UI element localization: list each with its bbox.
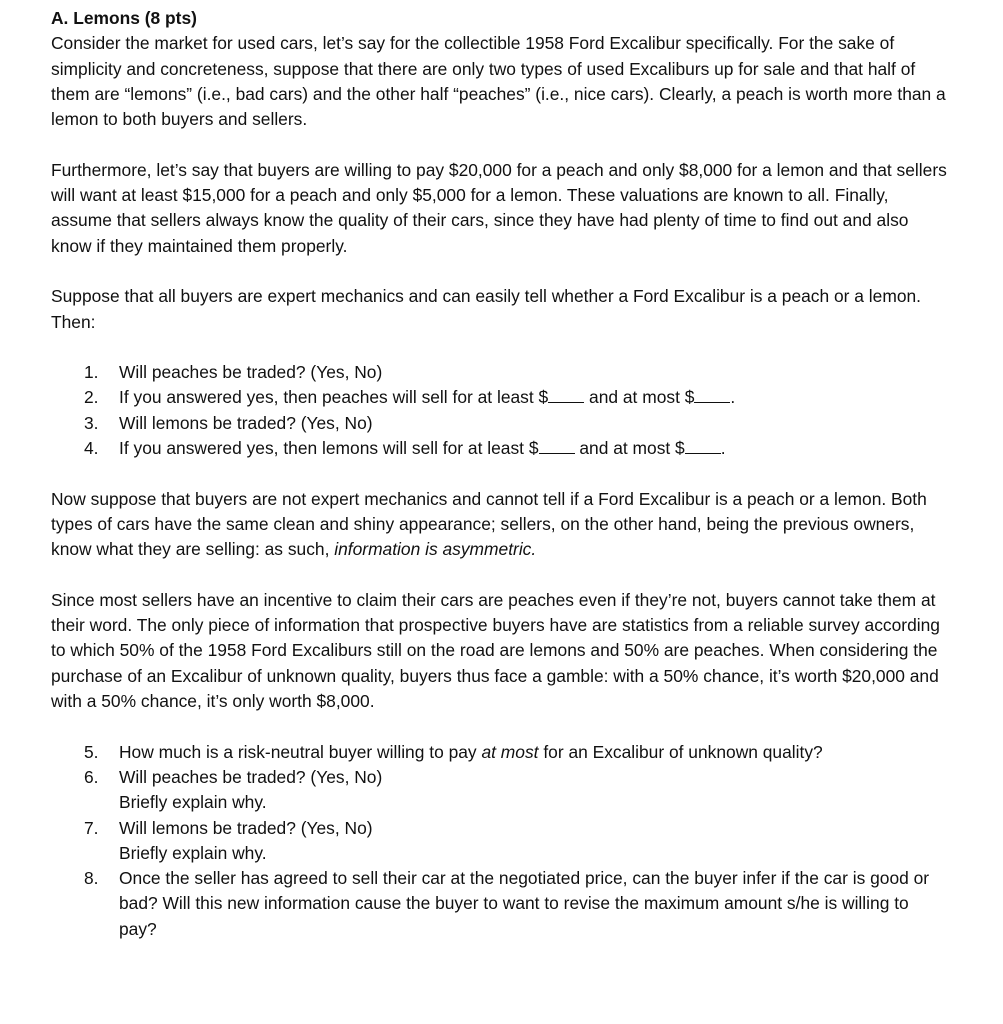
- question-text-middle: and at most $: [584, 387, 695, 408]
- question-6: [51, 765, 951, 816]
- question-number: 1.: [84, 362, 99, 383]
- paragraph-text: Now suppose that buyers are not expert mechanics and cannot tell if a Ford Excalibur is a peach or a lemon. Both types of cars have the same clean and shiny appearance; sellers, on the other hand, being the previous owners, know what they are selling: as such,: [51, 488, 927, 560]
- question-text-middle: and at most $: [574, 438, 685, 459]
- question-followup: Briefly explain why.: [119, 842, 267, 863]
- paragraph-expert-buyers: Suppose that all buyers are expert mechanics and can easily tell whether a Ford Excalibur is a peach or a lemon. Then:: [51, 286, 921, 332]
- paragraph-spacer: [51, 714, 951, 739]
- paragraph-valuations: Furthermore, let’s say that buyers are willing to pay $20,000 for a peach and only $8,000 for a lemon and that sellers will want at least $15,000 for a peach and only $5,000 for a lemon. These valuations are known to all. Finally, assume that sellers always know the quality of their cars, since they have had plenty of time to find out and also know if they maintained them properly.: [51, 159, 947, 256]
- answer-blank-max[interactable]: [685, 438, 721, 454]
- paragraph-spacer: [51, 563, 951, 588]
- question-text-start: If you answered yes, then lemons will sell for at least $: [119, 438, 539, 459]
- paragraph-survey-gamble: Since most sellers have an incentive to claim their cars are peaches even if they’re not, buyers cannot take them at their word. The only piece of information that prospective buyers have are statistics from a reliable survey according to which 50% of the 1958 Ford Excaliburs still on the road are lemons and 50% are peaches. When considering the purchase of an Excalibur of unknown quality, buyers thus face a gamble: with a 50% chance, it’s worth $20,000 and with a 50% chance, it’s only worth $8,000.: [51, 589, 940, 712]
- question-5: [51, 740, 951, 765]
- emphasis-text: at most: [481, 741, 539, 762]
- question-text: Once the seller has agreed to sell their car at the negotiated price, can the buyer infer if the car is good or bad? Will this new information cause the buyer to want to revise the maximum amount s/he is willing to pay?: [119, 868, 930, 939]
- question-text: Will lemons be traded? (Yes, No): [119, 412, 373, 433]
- question-text-end: for an Excalibur of unknown quality?: [538, 741, 823, 762]
- question-list-part-2: [51, 740, 951, 942]
- question-number: 7.: [84, 817, 99, 838]
- question-text-start: If you answered yes, then peaches will sell for at least $: [119, 387, 549, 408]
- question-text-end: .: [730, 387, 736, 408]
- answer-blank-min[interactable]: [548, 387, 584, 403]
- question-text: Will lemons be traded? (Yes, No): [119, 817, 373, 838]
- question-1: [51, 360, 951, 385]
- answer-blank-min[interactable]: [539, 438, 575, 454]
- question-number: 8.: [84, 868, 99, 889]
- question-text: Will peaches be traded? (Yes, No): [119, 362, 383, 383]
- paragraph-asymmetric-info: [51, 487, 951, 563]
- paragraph-spacer: [51, 461, 951, 486]
- question-text-start: How much is a risk-neutral buyer willing to pay: [119, 741, 482, 762]
- question-text: Will peaches be traded? (Yes, No): [119, 766, 383, 787]
- question-followup: Briefly explain why.: [119, 792, 267, 813]
- paragraph-spacer: [51, 335, 951, 360]
- emphasis-text: information is asymmetric.: [334, 539, 537, 560]
- question-text-end: .: [720, 438, 726, 459]
- question-2: [51, 385, 951, 410]
- question-number: 6.: [84, 766, 99, 787]
- question-list-part-1: [51, 360, 951, 461]
- paragraph-market-intro: Consider the market for used cars, let’s say for the collectible 1958 Ford Excalibur specifically. For the sake of simplicity and concreteness, suppose that there are only two types of used Excaliburs up for sale and that half of them are “lemons” (i.e., bad cars) and the other half “peaches” (i.e., nice cars). Clearly, a peach is worth more than a lemon to both buyers and sellers.: [51, 33, 946, 130]
- question-number: 5.: [84, 741, 99, 762]
- question-3: [51, 411, 951, 436]
- answer-blank-max[interactable]: [694, 387, 730, 403]
- question-number: 2.: [84, 387, 99, 408]
- question-7: [51, 816, 951, 867]
- question-4: [51, 436, 951, 461]
- document-page: [51, 6, 951, 942]
- question-number: 4.: [84, 438, 99, 459]
- question-number: 3.: [84, 412, 99, 433]
- paragraph-spacer: [51, 132, 951, 157]
- section-title: A. Lemons (8 pts): [51, 8, 197, 28]
- question-8: [51, 866, 951, 942]
- paragraph-spacer: [51, 259, 951, 284]
